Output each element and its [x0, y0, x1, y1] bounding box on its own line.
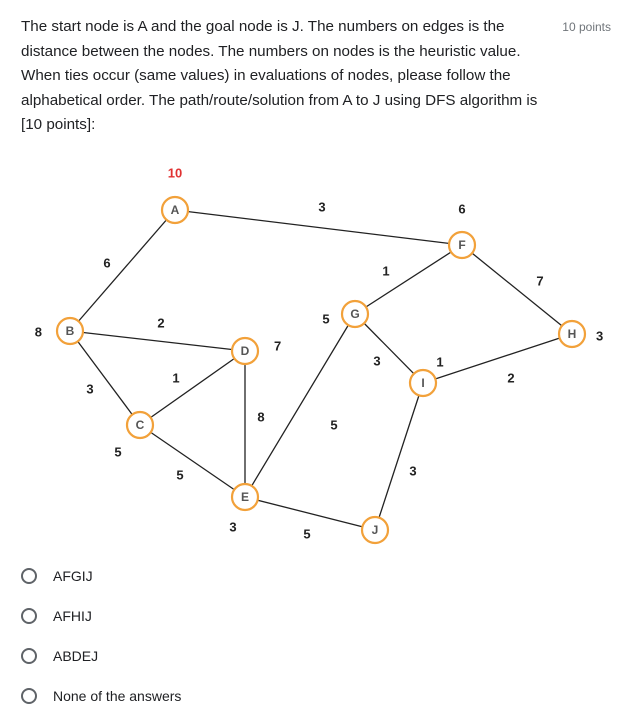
option-label: ABDEJ [53, 648, 99, 664]
radio-button[interactable] [21, 648, 37, 664]
edge-b-c [70, 331, 140, 425]
edge-weight: 1 [382, 263, 390, 279]
edge-weight: 7 [536, 273, 544, 289]
node-label: F [458, 238, 466, 253]
edge-weight: 5 [303, 526, 311, 542]
option-label: AFGIJ [53, 568, 93, 584]
question-text: The start node is A and the goal node is J. The numbers on edges is the distance between the nodes. The numbers on nodes is the heuristic value. When ties occur (same values) in evaluations of nodes, please follow the alphabetical order. The path/route/solution from A to J using DFS algorithm is [10 points]: [21, 18, 538, 133]
edge-a-b [70, 210, 175, 331]
edge-c-d [140, 351, 245, 425]
node-heuristic: 7 [274, 338, 282, 354]
edge-weight: 3 [409, 463, 417, 479]
radio-button[interactable] [21, 568, 37, 584]
graph-figure [0, 150, 635, 560]
node-heuristic: 8 [34, 324, 42, 340]
node-heuristic: 5 [322, 311, 330, 327]
node-heuristic: 10 [167, 165, 183, 181]
edge-weight: 3 [86, 381, 94, 397]
edge-i-j [375, 383, 423, 530]
edge-b-d [70, 331, 245, 351]
node-heuristic: 1 [436, 354, 444, 370]
node-heuristic: 6 [458, 201, 466, 217]
node-label: H [567, 327, 577, 342]
node-label: E [240, 490, 250, 505]
node-label: C [135, 418, 145, 433]
option-none-of-the-answers[interactable] [21, 682, 181, 710]
edge-weight: 2 [507, 370, 515, 386]
node-heuristic: 3 [229, 519, 237, 535]
option-label: AFHIJ [53, 608, 92, 624]
edge-weight: 5 [330, 417, 338, 433]
edge-weight: 3 [373, 353, 381, 369]
edge-weight: 2 [157, 315, 165, 331]
option-afgij[interactable] [21, 562, 93, 590]
node-label: B [65, 324, 75, 339]
node-heuristic: 3 [596, 328, 604, 344]
edge-f-g [355, 245, 462, 314]
radio-button[interactable] [21, 688, 37, 704]
edge-weight: 6 [103, 255, 111, 271]
edge-weight: 3 [318, 199, 326, 215]
node-label: A [170, 203, 180, 218]
edge-e-j [245, 497, 375, 530]
edge-weight: 5 [176, 467, 184, 483]
node-label: D [240, 344, 250, 359]
node-label: G [350, 307, 360, 322]
edge-weight: 1 [172, 370, 180, 386]
node-heuristic: 5 [114, 444, 122, 460]
edge-f-h [462, 245, 572, 334]
points-label: 10 points [562, 20, 611, 34]
edge-h-i [423, 334, 572, 386]
edge-e-g [245, 314, 355, 497]
option-abdej[interactable] [21, 642, 98, 670]
edge-weight: 8 [257, 409, 265, 425]
node-label: I [421, 376, 425, 391]
option-afhij[interactable] [21, 602, 92, 630]
option-label: None of the answers [53, 688, 182, 704]
radio-button[interactable] [21, 608, 37, 624]
node-label: J [371, 523, 379, 538]
edge-a-f [175, 210, 462, 245]
edge-c-e [140, 425, 245, 497]
graph-svg [0, 150, 635, 560]
edge-g-i [355, 314, 423, 383]
